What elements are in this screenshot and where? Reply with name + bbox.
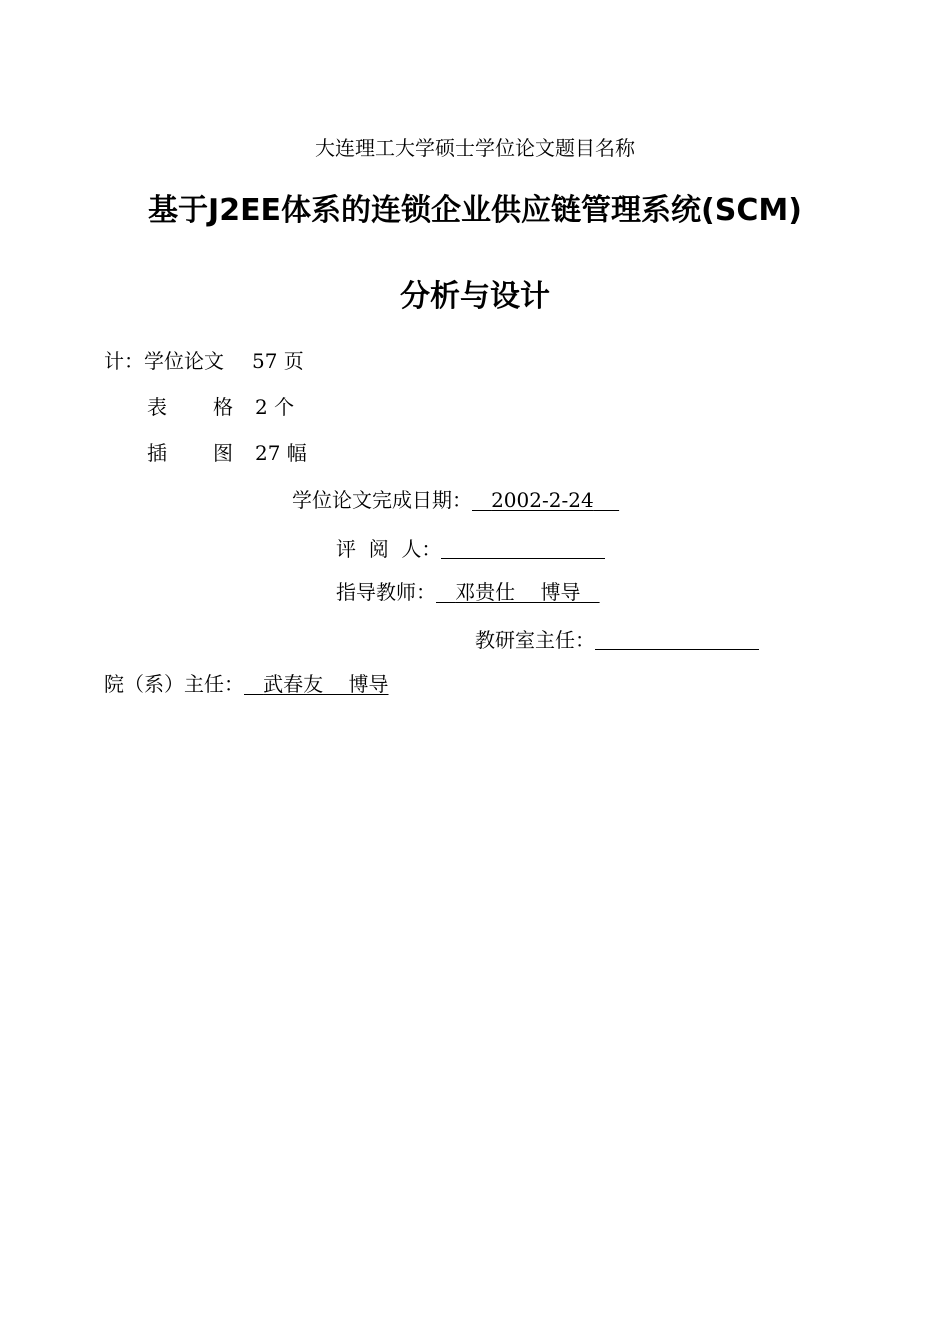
stats-tables-row: [147, 395, 294, 419]
lab-director-label: 教研室主任：: [475, 628, 595, 652]
advisor-field: [436, 580, 600, 604]
stats-figures-label-2: 图: [213, 441, 233, 465]
completion-date-row: [292, 488, 619, 512]
stats-tables-label-1: 表: [147, 395, 167, 419]
stats-prefix: 计：: [104, 349, 144, 373]
lab-director-field: [595, 629, 759, 650]
dean-value: 武春友 博导: [263, 672, 389, 696]
stats-figures-row: [147, 441, 307, 465]
advisor-row: [336, 580, 600, 604]
stats-thesis-label: 学位论文: [144, 349, 224, 373]
completion-date-label: 学位论文完成日期：: [292, 488, 472, 512]
stats-thesis-row: [104, 349, 304, 373]
stats-tables-value: 2 个: [255, 395, 295, 419]
dean-field: [244, 672, 389, 696]
completion-date-value: 2002-2-24: [491, 488, 594, 512]
stats-figures-label-1: 插: [147, 441, 167, 465]
lab-director-row: [475, 626, 759, 652]
advisor-label: 指导教师：: [336, 580, 436, 604]
reviewer-field: [441, 538, 605, 559]
dean-label: 院（系）主任：: [104, 672, 244, 696]
advisor-value: 邓贵仕 博导: [455, 580, 581, 604]
reviewer-label: 评 阅 人：: [336, 537, 442, 561]
university-subtitle: 大连理工大学硕士学位论文题目名称: [315, 136, 635, 160]
dean-row: [104, 672, 389, 696]
reviewer-row: [336, 535, 605, 561]
stats-figures-value: 27 幅: [255, 441, 307, 465]
stats-tables-label-2: 格: [213, 395, 233, 419]
thesis-title-line2: 分析与设计: [400, 279, 550, 314]
thesis-title-line1: 基于J2EE体系的连锁企业供应链管理系统(SCM): [148, 193, 802, 228]
stats-thesis-value: 57 页: [252, 349, 304, 373]
completion-date-field: [472, 488, 619, 512]
